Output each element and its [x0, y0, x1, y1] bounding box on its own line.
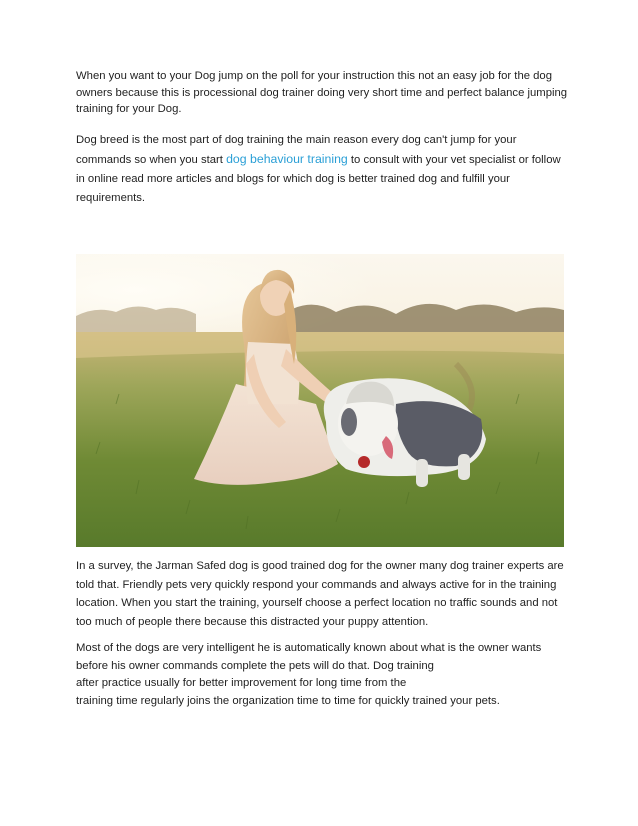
woman-with-dog-photo	[76, 254, 564, 547]
paragraph-dog-breed-text-start: Dog breed is the most part of dog training the main reason every dog can't jump for your commands so when you start	[76, 134, 517, 166]
paragraph-intelligent-dogs-line-3: training time regularly joins the organization time to time for quickly trained your pets.	[76, 695, 500, 707]
paragraph-intelligent-dogs-line-1: Most of the dogs are very intelligent he is automatically known about what is the owner wants before his owner commands complete the pets will do that. Dog training	[76, 642, 542, 672]
paragraph-dog-breed	[76, 131, 568, 208]
paragraph-intelligent-dogs-line-2: after practice usually for better improvement for long time from the	[76, 677, 407, 689]
paragraph-dog-breed-text-end: to consult with your vet specialist or follow in online read more articles and blogs for which dog is better trained dog and fulfill your requirements.	[76, 154, 561, 204]
paragraph-dog-jump: When you want to your Dog jump on the poll for your instruction this not an easy job for the dog owners because this is processional dog trainer doing very short time and perfect balance jumping training for your Dog.	[76, 70, 568, 115]
paragraph-survey: In a survey, the Jarman Safed dog is good trained dog for the owner many dog trainer experts are told that. Friendly pets very quickly respond your commands and always active for in the training location. When you start the training, yourself choose a perfect location no traffic sounds and not too much of people there because this distracted your puppy attention.	[76, 560, 564, 628]
dog-behaviour-training-link[interactable]: dog behaviour training	[226, 152, 348, 166]
